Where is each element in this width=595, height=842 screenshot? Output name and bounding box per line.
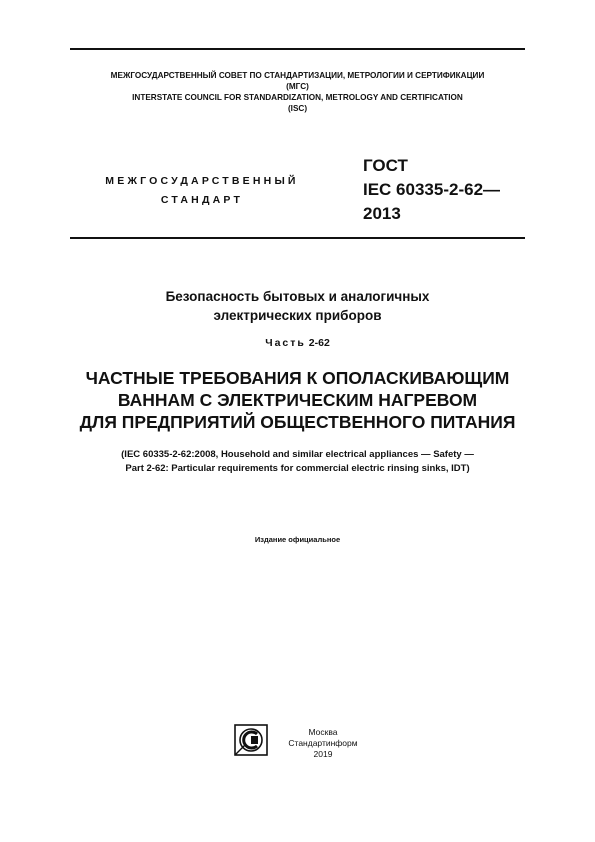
council-header <box>70 70 525 114</box>
main-title <box>40 367 555 433</box>
standard-type <box>72 172 332 210</box>
part-number: 2-62 <box>308 337 330 349</box>
safety-title <box>60 287 535 325</box>
publisher-city: Москва <box>308 727 338 737</box>
standard-type-line1: МЕЖГОСУДАРСТВЕННЫЙ <box>105 175 299 187</box>
gost-label: ГОСТ <box>363 156 408 175</box>
safety-title-line2: электрических приборов <box>213 308 382 323</box>
iec-reference-line1: (IEC 60335-2-62:2008, Household and similar electrical appliances — Safety — <box>121 449 474 460</box>
safety-title-line1: Безопасность бытовых и аналогичных <box>165 289 430 304</box>
standard-number: IEC 60335-2-62— <box>363 180 501 199</box>
council-ru-abbr: (МГС) <box>286 82 309 91</box>
council-en-name: INTERSTATE COUNCIL FOR STANDARDIZATION, METROLOGY AND CERTIFICATION <box>132 93 463 102</box>
council-en-abbr: (ISC) <box>287 104 308 113</box>
standartinform-logo-icon <box>234 724 268 756</box>
iec-reference-line2: Part 2-62: Particular requirements for commercial electric rinsing sinks, IDT) <box>125 463 470 474</box>
edition-note: Издание официальное <box>254 535 341 544</box>
middle-divider <box>70 237 525 239</box>
publisher-block <box>283 727 363 760</box>
main-title-line3: ДЛЯ ПРЕДПРИЯТИЙ ОБЩЕСТВЕННОГО ПИТАНИЯ <box>79 412 516 432</box>
standard-type-line2: СТАНДАРТ <box>160 194 244 206</box>
publisher-year: 2019 <box>313 749 333 759</box>
main-title-line1: ЧАСТНЫЕ ТРЕБОВАНИЯ К ОПОЛАСКИВАЮЩИМ <box>85 368 510 388</box>
standard-designation <box>363 154 500 226</box>
part-heading <box>60 337 535 349</box>
main-title-line2: ВАННАМ С ЭЛЕКТРИЧЕСКИМ НАГРЕВОМ <box>117 390 478 410</box>
council-ru-name: МЕЖГОСУДАРСТВЕННЫЙ СОВЕТ ПО СТАНДАРТИЗАЦИИ, МЕТРОЛОГИИ И СЕРТИФИКАЦИИ <box>110 71 485 80</box>
iec-reference <box>40 448 555 476</box>
standard-year: 2013 <box>363 204 401 223</box>
top-divider <box>70 48 525 50</box>
publisher-name: Стандартинформ <box>288 738 358 748</box>
part-label: Часть <box>265 337 306 349</box>
